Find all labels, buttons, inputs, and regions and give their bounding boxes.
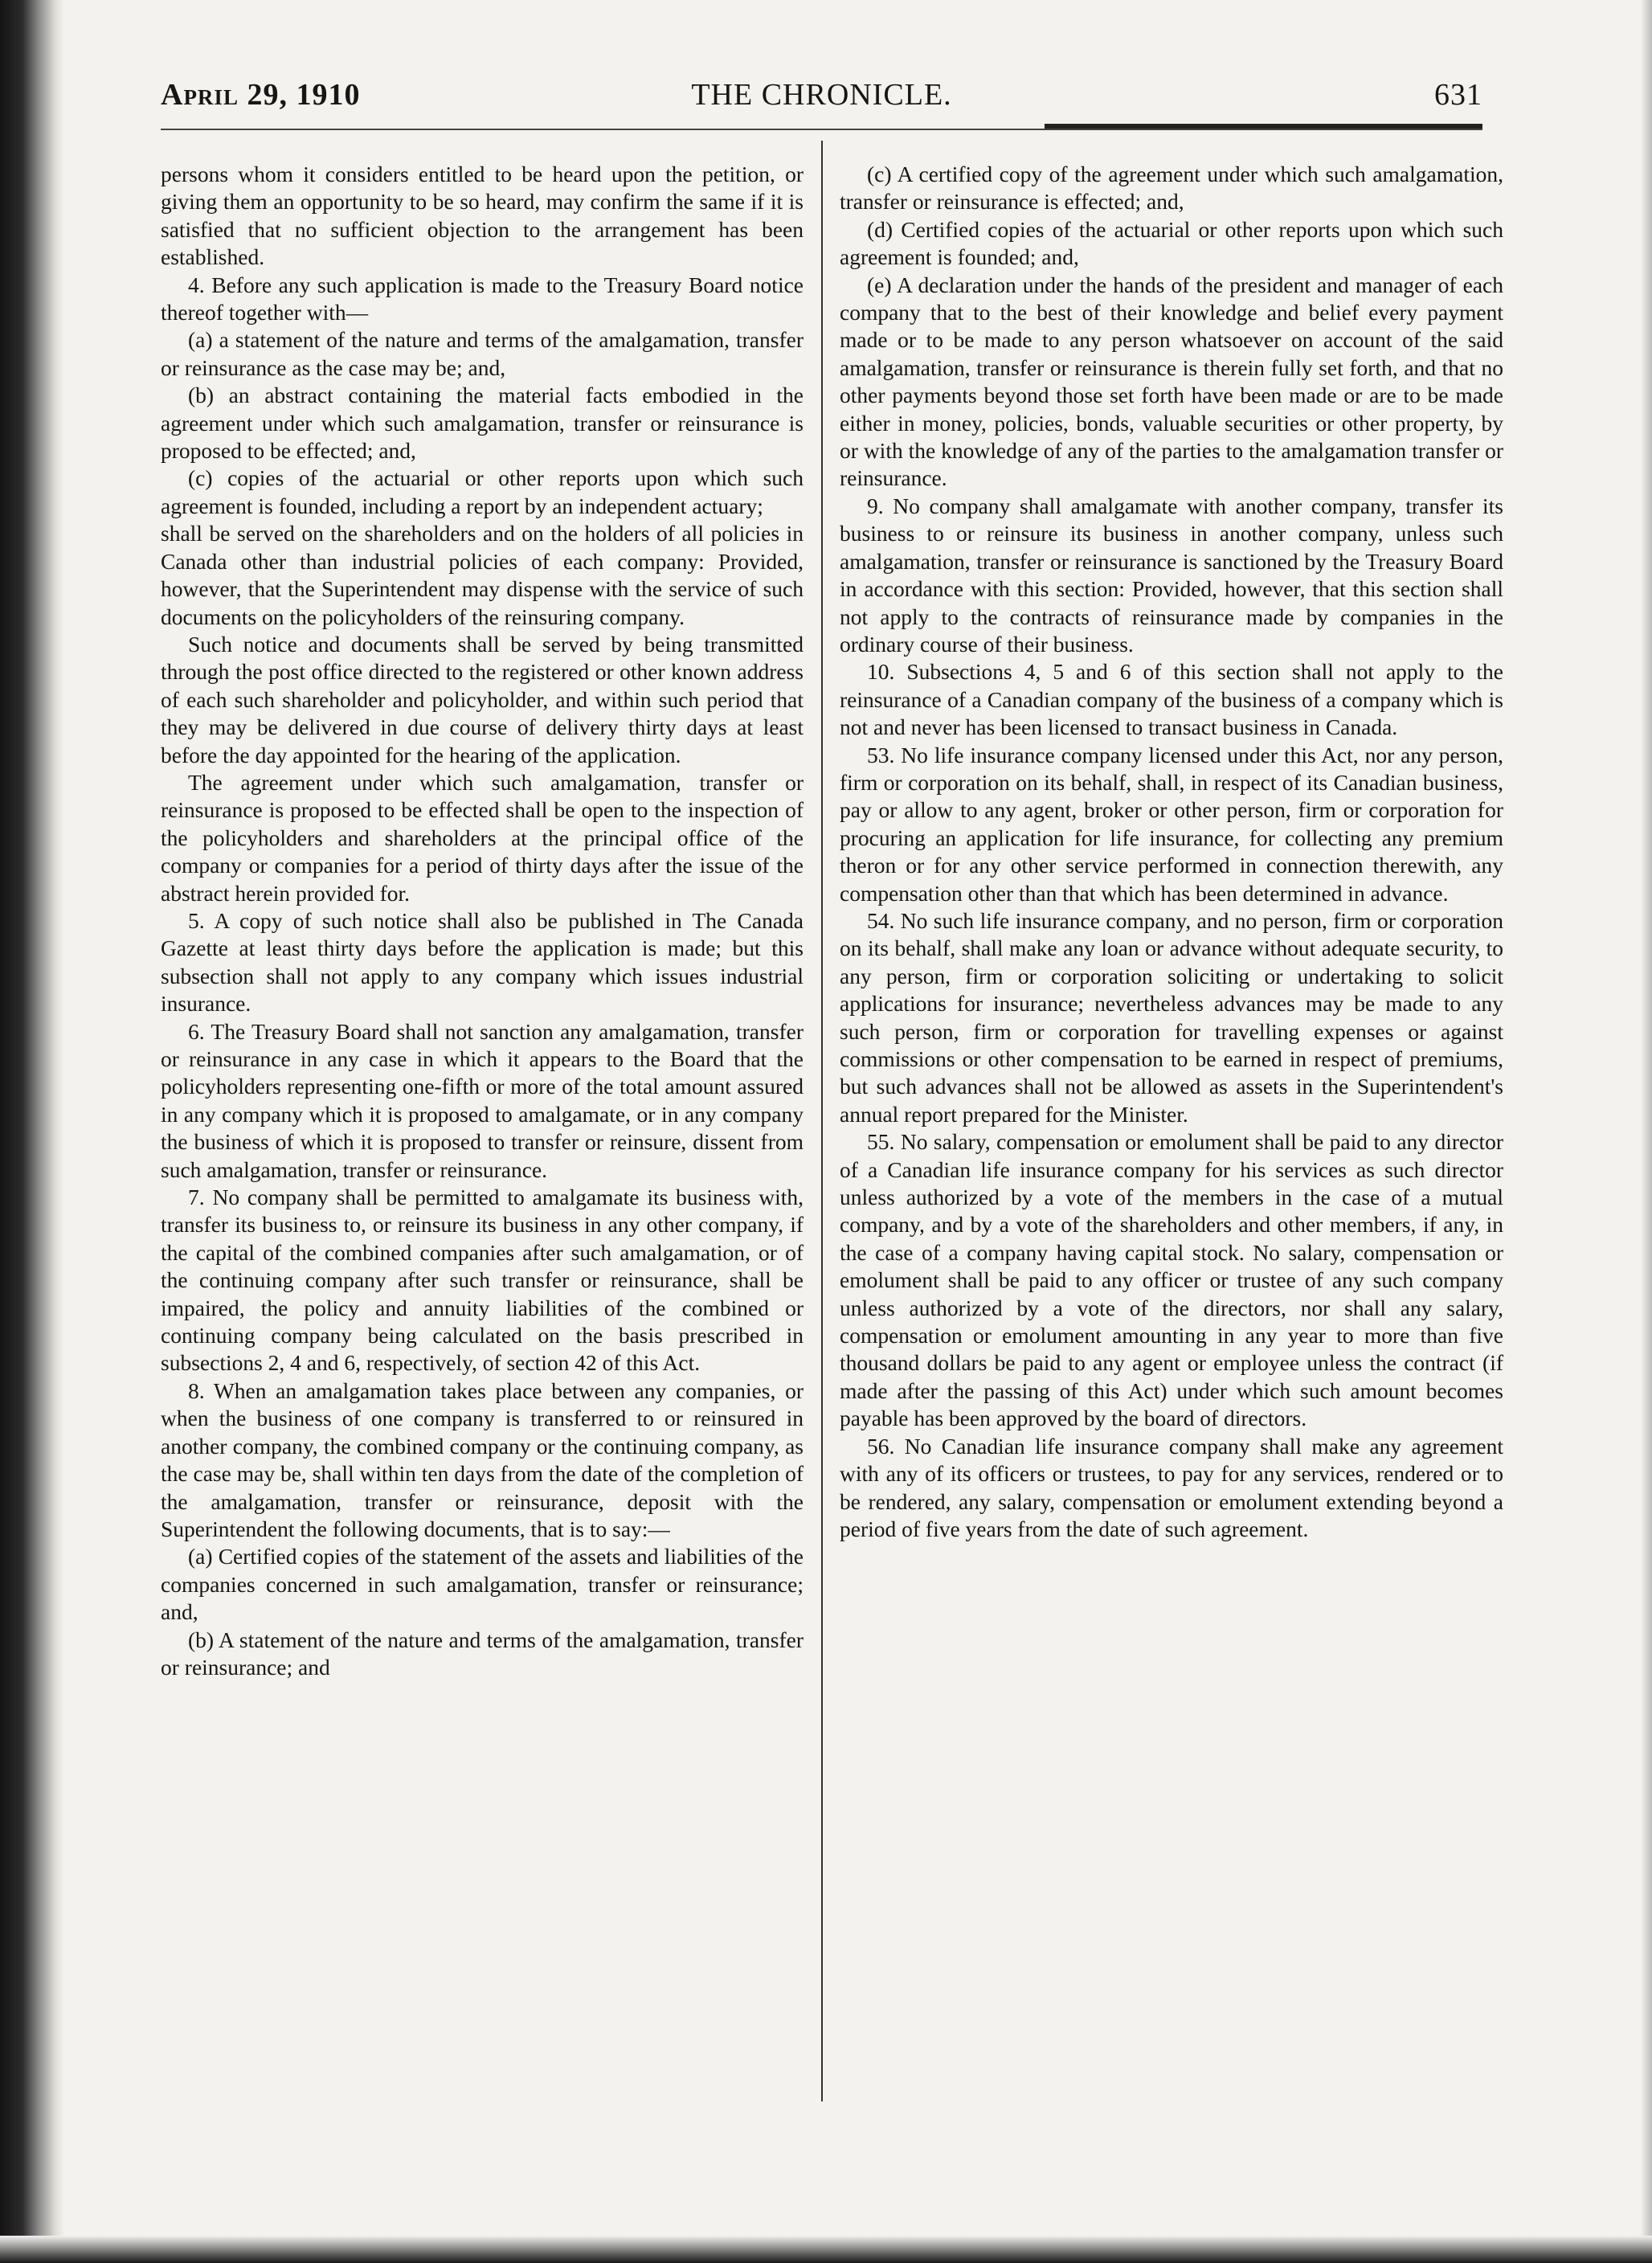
paragraph: (b) A statement of the nature and terms of the amalgamation, transfer or reinsurance; and [161, 1627, 804, 1680]
issue-date: April 29, 1910 [161, 78, 361, 112]
page-bottom-edge [0, 2236, 1652, 2263]
paragraph: persons whom it considers entitled to be heard upon the petition, or giving them an opportunity to be so heard, may confirm the same if it is satisfied that no sufficient objection to the arrangement has been established. [161, 162, 804, 270]
section-paragraph: 53. No life insurance company licensed under this Act, nor any person, firm or corporation on its behalf, shall, in respect of its Canadian business, pay or allow to any agent, broker or other person, firm or corporation for procuring an application for life insurance, for collecting any premium theron or for any other service performed in connection therewith, any compensation other than that which has been determined in advance. [840, 742, 1503, 906]
paragraph: (c) copies of the actuarial or other reports upon which such agreement is founded, including a report by an independent actuary; [161, 465, 804, 518]
section-paragraph: 55. No salary, compensation or emolument shall be paid to any director of a Canadian life insurance company for his services as such director unless authorized by a vote of the members in the case of a mutual company, and by a vote of the shareholders and other members, if any, in the case of a company having capital stock. No salary, compensation or emolument shall be paid to any officer or trustee of any such company unless authorized by a vote of the directors, nor shall any salary, compensation or emolument amounting in any year to more than five thousand dollars be paid to any agent or employee unless the contract (if made after the passing of this Act) under which such amount becomes payable has been approved by the board of directors. [840, 1129, 1503, 1431]
paragraph: 4. Before any such application is made to the Treasury Board notice thereof together with— [161, 272, 804, 325]
page-header [161, 77, 1482, 125]
paragraph: 8. When an amalgamation takes place between any companies, or when the business of one company is transferred to or reinsured in another company, the combined company or the continuing company, as the case may be, shall within ten days from the date of the completion of the amalgamation, transfer or reinsurance, deposit with the Superintendent the following documents, that is to say:— [161, 1377, 804, 1541]
paragraph: 6. The Treasury Board shall not sanction any amalgamation, transfer or reinsurance in any case in which it appears to the Board that the policyholders representing one-fifth or more of the total amount assured in any company which it is proposed to amalgamate, or in any company the business of which it is proposed to transfer or reinsure, dissent from such amalgamation, transfer or reinsurance. [161, 1018, 804, 1182]
paragraph: (c) A certified copy of the agreement under which such amalgamation, transfer or reinsurance is effected; and, [840, 162, 1503, 215]
paragraph: 7. No company shall be permitted to amalgamate its business with, transfer its business to, or reinsure its business in any other company, if the capital of the combined companies after such amalgamation, or of the continuing company after such transfer or reinsurance, shall be impaired, the policy and annuity liabilities of the combined or continuing company being calculated on the basis prescribed in subsections 2, 4 and 6, respectively, of section 42 of this Act. [161, 1185, 804, 1376]
publication-title: THE CHRONICLE. [691, 78, 952, 112]
paragraph: (b) an abstract containing the material facts embodied in the agreement under which such amalgamation, transfer or reinsurance is proposed to be effected; and, [161, 383, 804, 464]
paragraph: 9. No company shall amalgamate with another company, transfer its business to or reinsure its business in another company, unless such amalgamation, transfer or reinsurance is sanctioned by the Treasury Board in accordance with this section: Provided, however, that this section shall not apply to the contracts of reinsurance made by companies in the ordinary course of their business. [840, 493, 1503, 657]
paragraph: Such notice and documents shall be served by being transmitted through the post office directed to the registered or other known address of each such shareholder and policyholder, and within such period that they may be delivered in due course of delivery thirty days at least before the day appointed for the hearing of the application. [161, 631, 804, 767]
paragraph: (d) Certified copies of the actuarial or other reports upon which such agreement is founded; and, [840, 216, 1503, 270]
paragraph: The agreement under which such amalgamation, transfer or reinsurance is proposed to be effected shall be open to the inspection of the policyholders and shareholders at the principal office of the company or companies for a period of thirty days after the issue of the abstract herein provided for. [161, 769, 804, 906]
header-rule [161, 129, 1482, 130]
column-divider [821, 141, 823, 2101]
paragraph: (a) Certified copies of the statement of the assets and liabilities of the companies concerned in such amalgamation, transfer or reinsurance; and, [161, 1544, 804, 1625]
section-paragraph: 56. No Canadian life insurance company shall make any agreement with any of its officers or trustees, to pay for any services, rendered or to be rendered, any salary, compensation or emolument extending beyond a period of five years from the date of such agreement. [840, 1433, 1503, 1541]
paragraph: 5. A copy of such notice shall also be published in The Canada Gazette at least thirty days before the application is made; but this subsection shall not apply to any company which issues industrial insurance. [161, 907, 804, 1017]
page-number: 631 [1434, 78, 1482, 112]
section-paragraph: 54. No such life insurance company, and no person, firm or corporation on its behalf, shall make any loan or advance without adequate security, to any person, firm or corporation soliciting or undertaking to solicit applications for insurance; nevertheless advances may be made to any such person, firm or corporation for travelling expenses or against commissions or other compensation to be earned in respect of premiums, but such advances shall not be allowed as assets in the Superintendent's annual report prepared for the Minister. [840, 907, 1503, 1127]
page-right-edge [1641, 0, 1652, 2263]
paragraph: (e) A declaration under the hands of the president and manager of each company that to the best of their knowledge and belief every payment made or to be made to any person whatsoever on account of the said amalgamation, transfer or reinsurance is therein fully set forth, and that no other payments beyond those set forth have been made or are to be made either in money, policies, bonds, valuable securities or other property, by or with the knowledge of any of the parties to the amalgamation transfer or reinsurance. [840, 272, 1503, 491]
page-binding-shadow [0, 0, 64, 2263]
paragraph: (a) a statement of the nature and terms of the amalgamation, transfer or reinsurance as the case may be; and, [161, 327, 804, 380]
paragraph: 10. Subsections 4, 5 and 6 of this section shall not apply to the reinsurance of a Canadian company of the business of a company which is not and never has been licensed to transact business in Canada. [840, 659, 1503, 740]
header-rule-heavy [1045, 124, 1482, 129]
paragraph: shall be served on the shareholders and on the holders of all policies in Canada other than industrial policies of each company: Provided, however, that the Superintendent may dispense with the service of such documents on the policyholders of the reinsuring company. [161, 521, 804, 629]
right-column [840, 161, 1503, 1543]
left-column [161, 161, 804, 1681]
